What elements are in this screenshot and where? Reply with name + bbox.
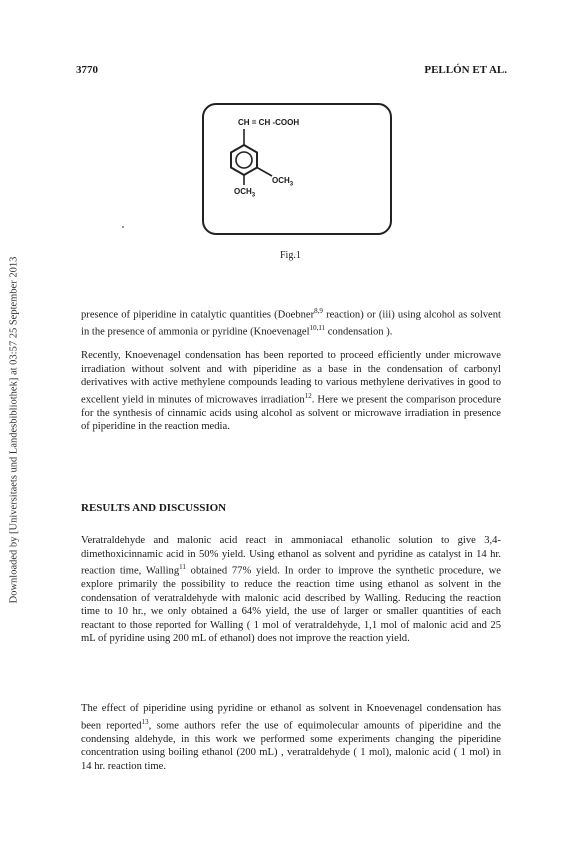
page-number: 3770 xyxy=(76,64,98,76)
paragraph-4: The effect of piperidine using pyridine or ethanol as solvent in Knoevenagel condensation has been reported$^{13}$, some authors refer the use of equimolecular amounts of piperidine and the condensing aldehyde, in this work we performed some experiments changing the piperidine concentration using boiling ethanol (200 mL) , veratraldehyde ( 1 mol), malonic acid ( 1 mol) in 14 hr. reaction time. xyxy=(81,703,501,772)
substituent-para-methoxy: $OCH_3$ xyxy=(234,187,256,199)
download-watermark xyxy=(0,0,30,864)
formula-side-chain: CH = CH -COOH xyxy=(238,118,300,127)
section-heading: RESULTS AND DISCUSSION xyxy=(81,502,227,514)
stray-dot xyxy=(122,226,124,228)
figure-chemical-structure xyxy=(202,103,392,235)
paragraph-2: Recently, Knoevenagel condensation has been reported to proceed efficiently under microwave irradiation without solvent and with piperidine as a base in the condensation of carbonyl derivatives with active methylene compounds leading to various methylene derivatives in good to excellent yield in minutes of microwaves irradiation$^{12}$. Here we present the comparison procedure for the synthesis of cinnamic acids using alcohol as solvent or microwave irradiation in presence of piperidine in the reaction media. xyxy=(81,350,501,433)
running-head: PELLÓN ET AL. xyxy=(424,64,507,76)
paragraph-1: presence of piperidine in catalytic quantities (Doebner$^{8,9}$ reaction) or (iii) using alcohol as solvent in the presence of ammonia or pyridine (Knoevenagel$^{10,11}$ condensation ). xyxy=(81,307,501,338)
substituent-meta-methoxy: $OCH_3$ xyxy=(272,176,294,188)
paragraph-3: Veratraldehyde and malonic acid react in ammoniacal ethanolic solution to give 3,4-dimethoxicinnamic acid in 50% yield. Using ethanol as solvent and pyridine as catalyst in 14 hr. reaction time, Walling$^{11}$ obtained 77% yield. In order to improve the synthetic procedure, we explore primarily the possibility to reduce the reaction time using ethanol as solvent in the condensation of veratraldehyde with malonic acid described by Walling. Reducing the reaction time to 10 hr., we only obtained a 64% yield, the use of larger or smaller quantities of each reactant to those reported for Walling ( 1 mol of veratraldehyde, 1,1 mol of malonic acid and 25 mL of pyridine using 200 mL of ethanol) does not improve the reaction yield. xyxy=(81,535,501,645)
figure-caption: Fig.1 xyxy=(280,250,301,261)
download-watermark-text: Downloaded by [Universitaets und Landesbibliothek] at 03:57 25 September 2013 xyxy=(8,256,20,604)
